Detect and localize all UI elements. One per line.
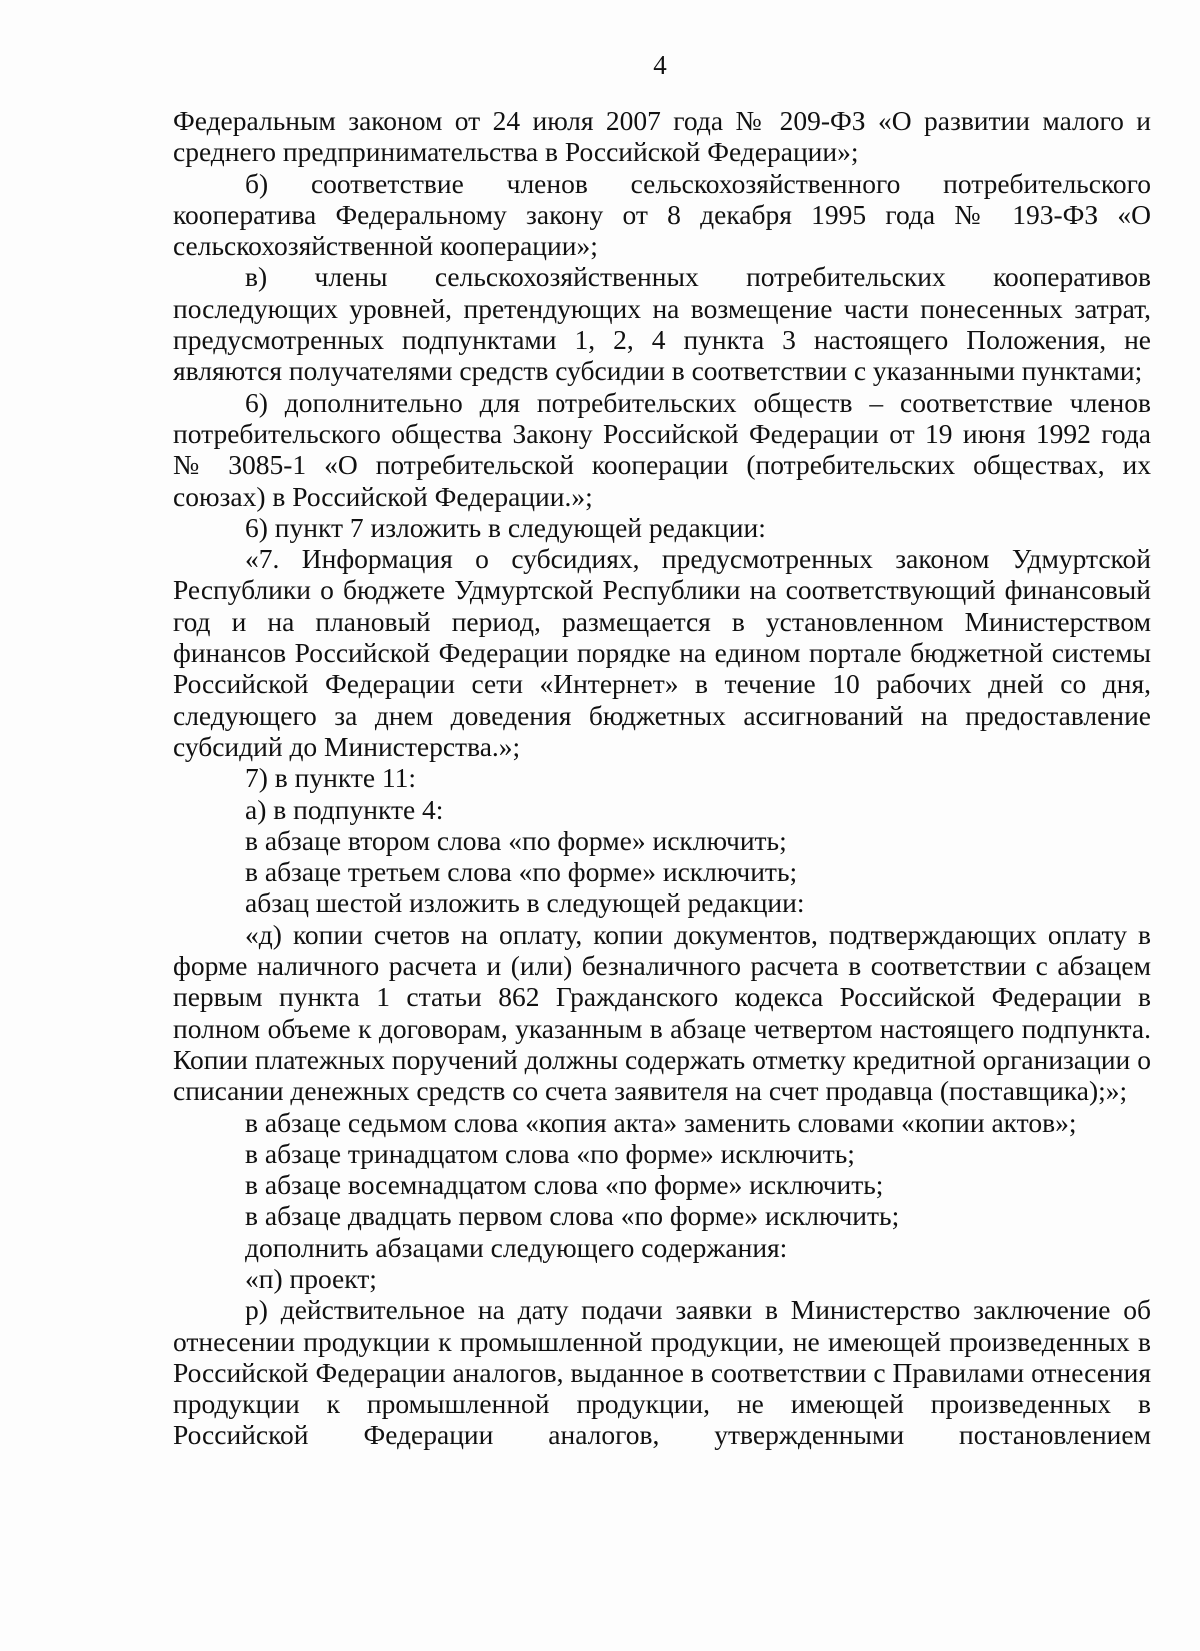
document-body xyxy=(173,105,1151,1451)
paragraph-4: 6) дополнительно для потребительских обществ – соответствие членов потребительского общества Закону Российской Федерации от 19 июня 1992 года № 3085-1 «О потребительской кооперации (потребительских обществах, их союзах) в Российской Федерации.»; xyxy=(173,386,1151,512)
paragraph-6: «7. Информация о субсидиях, предусмотренных законом Удмуртской Республики о бюджете Удмуртской Республики на соответствующий финансовый год и на плановый период, размещается в установленном Министерством финансов Российской Федерации порядке на едином портале бюджетной системы Российской Федерации сети «Интернет» в течение 10 рабочих дней со дня, следующего за днем доведения бюджетных ассигнований на предоставление субсидий до Министерства.»; xyxy=(173,543,1151,762)
paragraph-12: «д) копии счетов на оплату, копии документов, подтверждающих оплату в форме наличного расчета и (или) безналичного расчета в соответствии с абзацем первым пункта 1 статьи 862 Гражданского кодекса Российской Федерации в полном объеме к договорам, указанным в абзаце четвертом настоящего подпункта. Копии платежных поручений должны содержать отметку кредитной организации о списании денежных средств со счета заявителя на счет продавца (поставщика);»; xyxy=(173,918,1151,1107)
paragraph-5: 6) пункт 7 изложить в следующей редакции: xyxy=(245,511,766,543)
paragraph-16: в абзаце двадцать первом слова «по форме» исключить; xyxy=(245,1200,900,1232)
paragraph-19: р) действительное на дату подачи заявки в Министерство заключение об отнесении продукции к промышленной продукции, не имеющей произведенных в Российской Федерации аналогов, выданное в соответствии с Правилами отнесения продукции к промышленной продукции, не имеющей произведенных в Российской Федерации аналогов, утвержденными постановлением xyxy=(173,1294,1151,1451)
paragraph-2: б) соответствие членов сельскохозяйственного потребительского кооператива Федеральному закону от 8 декабря 1995 года № 193-ФЗ «О сельскохозяйственной кооперации»; xyxy=(173,167,1151,262)
paragraph-3: в) члены сельскохозяйственных потребительских кооперативов последующих уровней, претендующих на возмещение части понесенных затрат, предусмотренных подпунктами 1, 2, 4 пункта 3 настоящего Положения, не являются получателями средств субсидии в соответствии с указанными пунктами; xyxy=(173,261,1151,387)
paragraph-11: абзац шестой изложить в следующей редакции: xyxy=(245,887,805,919)
paragraph-10: в абзаце третьем слова «по форме» исключить; xyxy=(245,856,798,888)
paragraph-18: «п) проект; xyxy=(245,1262,377,1294)
paragraph-15: в абзаце восемнадцатом слова «по форме» исключить; xyxy=(245,1169,884,1201)
page-number: 4 xyxy=(653,50,667,80)
paragraph-13: в абзаце седьмом слова «копия акта» заменить словами «копии актов»; xyxy=(245,1106,1077,1138)
paragraph-7: 7) в пункте 11: xyxy=(245,762,417,794)
paragraph-1: Федеральным законом от 24 июля 2007 года № 209-ФЗ «О развитии малого и среднего предпринимательства в Российской Федерации»; xyxy=(173,105,1151,168)
paragraph-14: в абзаце тринадцатом слова «по форме» исключить; xyxy=(245,1137,855,1169)
paragraph-17: дополнить абзацами следующего содержания: xyxy=(245,1231,788,1263)
paragraph-8: а) в подпункте 4: xyxy=(245,793,444,825)
paragraph-9: в абзаце втором слова «по форме» исключить; xyxy=(245,824,787,856)
